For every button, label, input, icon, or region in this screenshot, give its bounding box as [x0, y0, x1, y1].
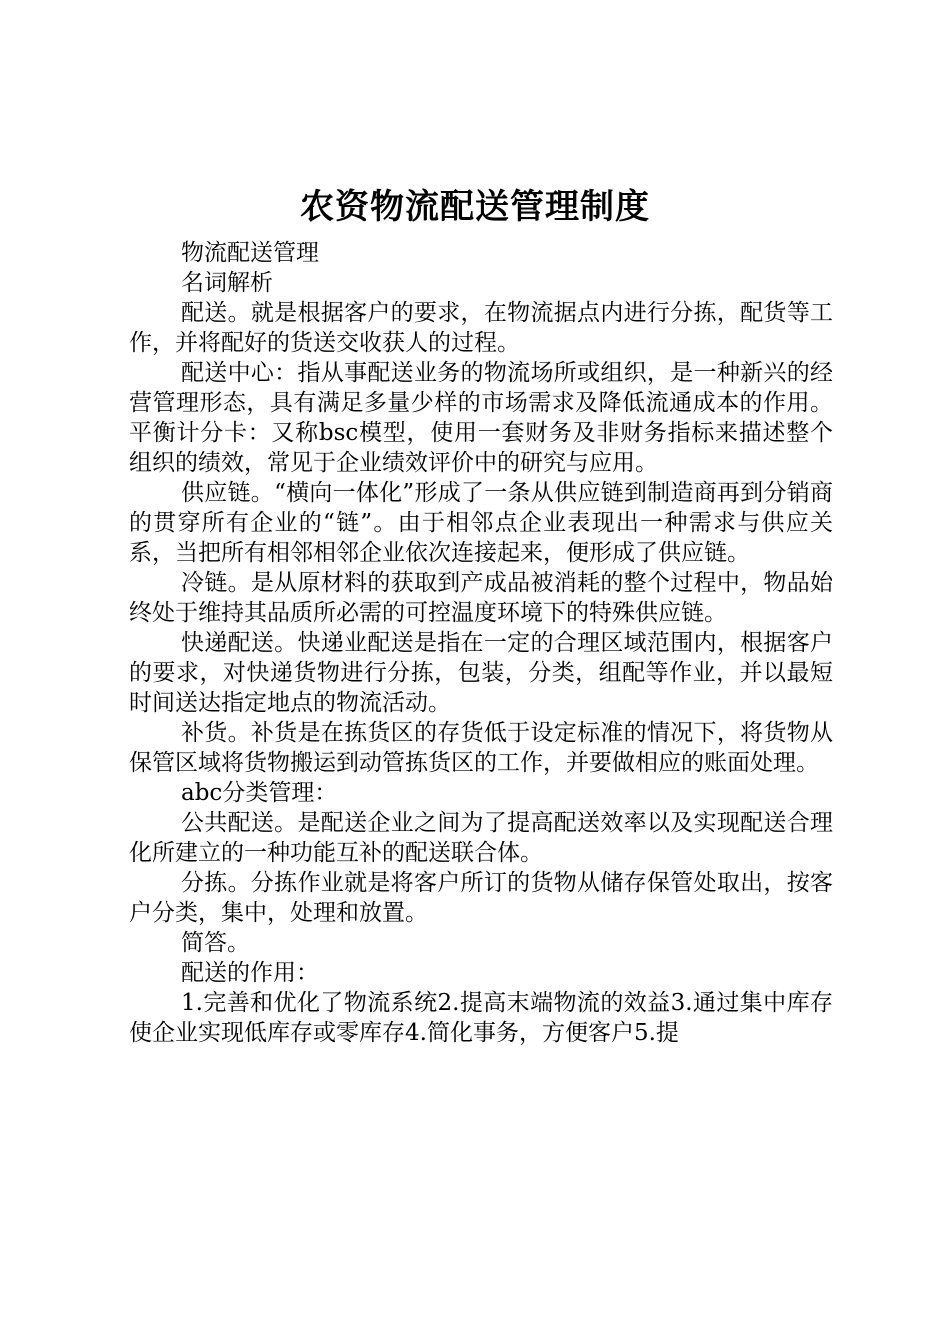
- paragraph-express-delivery: 快递配送。快递业配送是指在一定的合理区域范围内，根据客户的要求，对快递货物进行分拣，包装，分类，组配等作业，并以最短时间送达指定地点的物流活动。: [129, 630, 833, 716]
- paragraph-replenishment: 补货。补货是在拣货区的存货低于设定标准的情况下，将货物从保管区域将货物搬运到动管拣货区的工作，并要做相应的账面处理。: [129, 720, 833, 776]
- paragraph-short-answer-heading: 简答。: [181, 930, 250, 956]
- paragraph-section-heading: 物流配送管理: [181, 240, 319, 266]
- paragraph-supply-chain: 供应链。“横向一体化”形成了一条从供应链到制造商再到分销商的贯穿所有企业的“链”。由于相邻点企业表现出一种需求与供应关系，当把所有相邻相邻企业依次连接起来，便形成了供应链。: [129, 480, 833, 566]
- paragraph-abc-classification: abc分类管理：: [181, 780, 338, 806]
- paragraph-role-list: 1.完善和优化了物流系统2.提高末端物流的效益3.通过集中库存使企业实现低库存或零库存4.简化事务，方便客户5.提: [129, 990, 833, 1046]
- paragraph-distribution-center: 配送中心：指从事配送业务的物流场所或组织，是一种新兴的经营管理形态，具有满足多量少样的市场需求及降低流通成本的作用。平衡计分卡：又称bsc模型，使用一套财务及非财务指标来描述整个组织的绩效，常见于企业绩效评价中的研究与应用。: [129, 360, 833, 476]
- document-title: 农资物流配送管理制度: [300, 187, 650, 227]
- paragraph-role-heading: 配送的作用：: [181, 960, 319, 986]
- document-body: [129, 238, 833, 1048]
- paragraph-sorting: 分拣。分拣作业就是将客户所订的货物从储存保管处取出，按客户分类，集中，处理和放置。: [129, 870, 833, 926]
- paragraph-glossary-heading: 名词解析: [181, 270, 273, 296]
- paragraph-distribution: 配送。就是根据客户的要求，在物流据点内进行分拣，配货等工作，并将配好的货送交收获人的过程。: [129, 300, 833, 356]
- paragraph-cold-chain: 冷链。是从原材料的获取到产成品被消耗的整个过程中，物品始终处于维持其品质所必需的可控温度环境下的特殊供应链。: [129, 570, 833, 626]
- paragraph-public-distribution: 公共配送。是配送企业之间为了提高配送效率以及实现配送合理化所建立的一种功能互补的配送联合体。: [129, 810, 833, 866]
